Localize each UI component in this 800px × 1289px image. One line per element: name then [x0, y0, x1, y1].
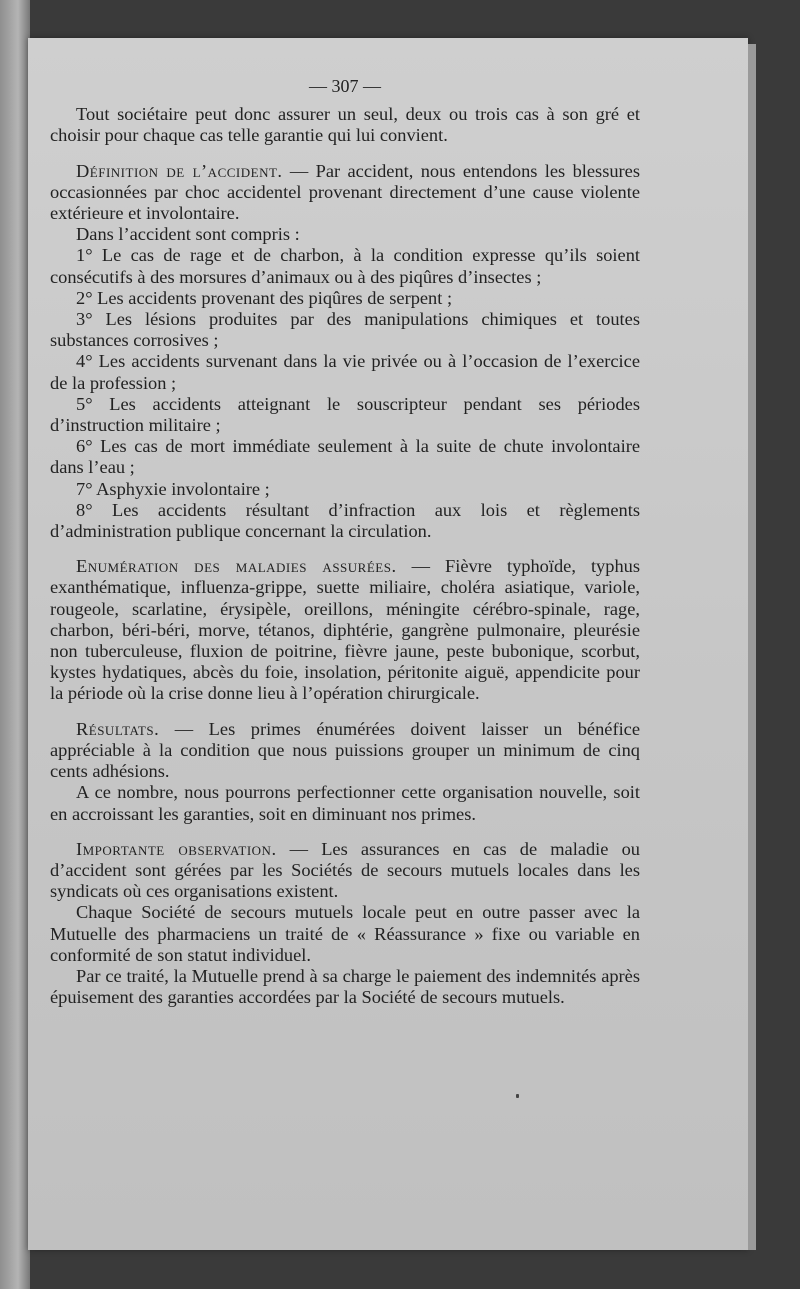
intro-paragraph: Tout sociétaire peut donc assurer un seul, deux ou trois cas à son gré et choisir pour chaque cas telle garantie qui lui convient.: [50, 104, 640, 146]
observation-paragraph-3: Par ce traité, la Mutuelle prend à sa charge le paiement des indemnités après épuisement des garanties accordées par la Société de secours mutuels.: [50, 965, 640, 1008]
definition-heading: Définition de l’accident.: [76, 160, 283, 181]
observation-text: — Les assurances en cas de maladie ou d’accident sont gérées par les Sociétés de secours mutuels locales dans les syndicats où ces organisations existent.: [50, 838, 640, 902]
resultats-paragraph-2: A ce nombre, nous pourrons perfectionner cette organisation nouvelle, soit en accroissant les garanties, soit en diminuant nos primes.: [50, 782, 640, 824]
observation-paragraph: [50, 839, 640, 903]
binding-edge: [0, 0, 30, 1289]
definition-item: 2° Les accidents provenant des piqûres de serpent ;: [76, 287, 453, 308]
definition-text: — Par accident, nous entendons les blessures occasionnées par choc accidentel provenant directement d’une cause violente extérieure et involontaire.: [50, 160, 641, 224]
page-text: [50, 76, 640, 1008]
ink-speck: [516, 1094, 519, 1098]
enumeration-paragraph: [50, 556, 640, 704]
definition-item: 7° Asphyxie involontaire ;: [76, 478, 270, 499]
definition-item: 1° Le cas de rage et de charbon, à la condition expresse qu’ils soient consécutifs à des morsures d’animaux ou à des piqûres d’insectes ;: [50, 245, 640, 287]
definition-item: 4° Les accidents survenant dans la vie privée ou à l’occasion de l’exercice de la profession ;: [50, 351, 640, 393]
definition-lead: Dans l’accident sont compris :: [76, 224, 300, 245]
definition-item: 5° Les accidents atteignant le souscripteur pendant ses périodes d’instruction militaire ;: [50, 393, 640, 436]
resultats-text: — Les primes énumérées doivent laisser un bénéfice appréciable à la condition que nous puissions grouper un minimum de cinq cents adhésions.: [50, 718, 640, 782]
resultats-paragraph: [50, 719, 640, 783]
definition-paragraph: [50, 161, 640, 225]
enumeration-heading: Enumération des maladies assurées.: [76, 556, 397, 577]
enumeration-text: — Fièvre typhoïde, typhus exanthématique, influenza-grippe, suette miliaire, choléra asiatique, variole, rougeole, scarlatine, érysipèle, oreillons, méningite cérébro-spinale, rage, charbon, béri-béri, morve, tétanos, diphtérie, gangrène pulmonaire, pleurésie non tuberculeuse, fluxion de poitrine, fièvre jaune, peste bubonique, scorbut, kystes hydatiques, abcès du foie, insolation, péritonite aiguë, appendicite pour la période où la crise donne lieu à l’opération chirurgicale.: [50, 556, 640, 704]
page-edge: [748, 44, 756, 1250]
observation-paragraph-2: Chaque Société de secours mutuels locale peut en outre passer avec la Mutuelle des pharmaciens un traité de « Réassurance » fixe ou variable en conformité de son statut individuel.: [50, 902, 640, 965]
definition-item: 3° Les lésions produites par des manipulations chimiques et toutes substances corrosives ;: [50, 309, 640, 351]
observation-heading: Importante observation.: [76, 838, 277, 859]
definition-item: 8° Les accidents résultant d’infraction aux lois et règlements d’administration publique concernant la circulation.: [50, 499, 640, 542]
definition-item: 6° Les cas de mort immédiate seulement à la suite de chute involontaire dans l’eau ;: [50, 436, 640, 478]
page-number: — 307 —: [309, 76, 381, 96]
resultats-heading: Résultats.: [76, 718, 160, 739]
